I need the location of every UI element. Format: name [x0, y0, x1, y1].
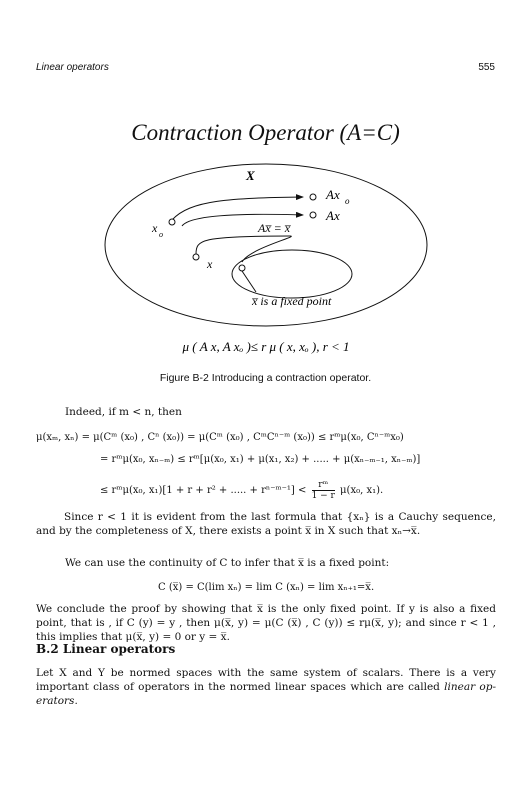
- label-fixed-equation: Ax̅ = x̅: [258, 221, 291, 235]
- geometric-fraction: [312, 480, 335, 501]
- point-fixed: [239, 265, 245, 271]
- label-x: x: [207, 257, 213, 271]
- label-space-x: X: [246, 168, 255, 183]
- arrow-x0-to-ax0: [172, 197, 303, 220]
- paragraph-continuity: We can use the continuity of C to infer that x̅ is a fixed point:: [65, 557, 390, 569]
- equation-line-2: = rᵐμ(x₀, xₙ₋ₘ) ≤ rᵐ[μ(x₀, x₁) + μ(x₁, x₂) + ..... + μ(xₙ₋ₘ₋₁, xₙ₋ₘ)]: [100, 454, 421, 465]
- fixed-point-ellipse: [232, 250, 352, 298]
- figure-caption: Figure B-2 Introducing a contraction operator.: [159, 372, 372, 384]
- running-header-title: Linear operators: [36, 62, 109, 73]
- label-ax0-sub: o: [345, 196, 350, 206]
- equation-line-3-left: ≤ rᵐμ(x₀, x₁)[1 + r + r² + ..... + rⁿ⁻ᵐ⁻¹] <: [100, 485, 307, 496]
- fraction-denominator: 1 − r: [311, 491, 335, 501]
- point-ax: [310, 212, 316, 218]
- point-ax0: [310, 194, 316, 200]
- equation-fixed-point: C (x̅) = C(lim xₙ) = lim C (xₙ) = lim xₙ₊₁=x̅.: [158, 582, 375, 593]
- label-x0-sub: o: [159, 230, 163, 239]
- equation-line-3-right: μ(x₀, x₁).: [340, 485, 384, 496]
- label-ax: Ax: [326, 208, 340, 223]
- contraction-inequality: μ ( A x, A xₒ )≤ r μ ( x, xₒ ), r < 1: [182, 339, 350, 354]
- paragraph-indeed: Indeed, if m < n, then: [65, 406, 182, 418]
- label-fixed-point: x̅ is a fixed point: [252, 294, 332, 308]
- section-text: Let X and Y be normed spaces with the same system of scalars. There is a very important class of operators in the normed linear spaces which are called: [36, 667, 496, 693]
- label-x0: x: [152, 221, 158, 235]
- label-ax0: Ax: [326, 187, 340, 202]
- equation-line-1: μ(xₘ, xₙ) = μ(Cᵐ (x₀) , Cⁿ (x₀)) = μ(Cᵐ (x₀) , CᵐCⁿ⁻ᵐ (x₀)) ≤ rᵐμ(x₀, Cⁿ⁻ᵐx₀): [36, 432, 404, 443]
- paragraph-cauchy: Since r < 1 it is evident from the last formula that {xₙ} is a Cauchy sequence, and by the completeness of X, there exists a point x̅ in X such that xₙ→x̅.: [36, 511, 496, 537]
- point-x: [193, 254, 199, 260]
- section-text-end: .: [74, 695, 78, 707]
- figure-title: Contraction Operator (A=C): [131, 120, 400, 145]
- linear-operators-term: linear op-erators: [36, 681, 497, 707]
- paragraph-uniqueness: We conclude the proof by showing that x̅ is the only fixed point. If y is also a fixed point, that is , if C (y) = y , then μ(x̅, y) = μ(C (x̅) , C (y)) ≤ rμ(x̅, y); and since r < 1 , this implies that μ(x̅, y) = 0 or y = x̅.: [36, 603, 496, 643]
- fraction-numerator: rᵐ: [312, 480, 335, 491]
- page-number: 555: [478, 62, 495, 73]
- point-x0: [169, 219, 175, 225]
- equation-line-3: [100, 480, 383, 501]
- paragraph-linear-operators: [36, 666, 496, 708]
- section-heading: B.2 Linear operators: [36, 642, 176, 656]
